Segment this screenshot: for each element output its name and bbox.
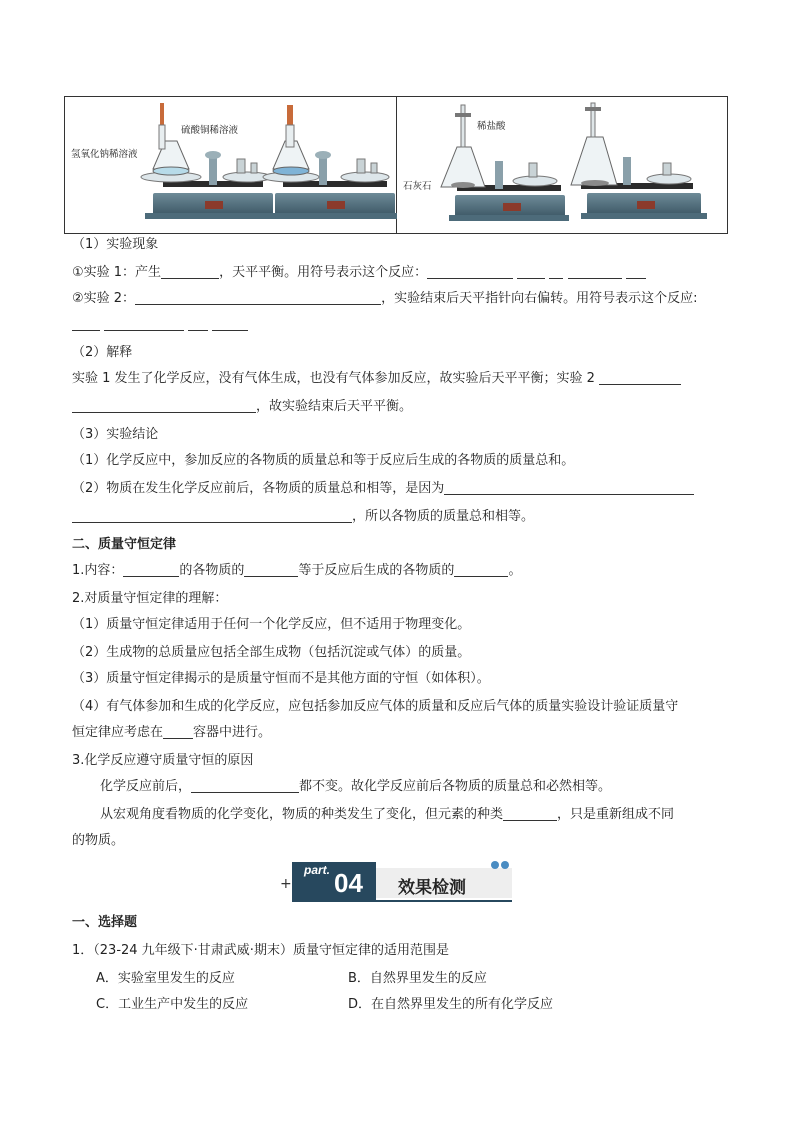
exp1-middle: ，天平平衡。用符号表示这个反应： — [219, 265, 428, 280]
conclusion-2-text: （2）物质在发生化学反应前后，各物质的质量总和相等，是因为 — [72, 481, 445, 496]
reason-2-pre: 从宏观角度看物质的化学变化，物质的种类发生了变化，但元素的种类 — [100, 807, 504, 822]
molecule-dots-icon — [490, 859, 512, 871]
experiment-2-equation — [72, 316, 724, 334]
exp2-blank-1[interactable] — [135, 290, 381, 305]
reason-line-3: 的物质。 — [72, 833, 125, 848]
reason-1-post: 都不变。故化学反应前后各物质的质量总和必然相等。 — [299, 779, 612, 794]
experiment-2-line — [72, 290, 724, 308]
part-number-box — [292, 862, 376, 900]
explanation-text-2: ，故实验结束后天平平衡。 — [256, 399, 413, 414]
experiment-illustration — [65, 97, 729, 235]
conclusion-2-line-2 — [72, 508, 724, 526]
part-label: part. — [304, 863, 331, 877]
part-04-banner — [280, 860, 520, 904]
exp1-prefix: ①实验 1：产生 — [72, 265, 162, 280]
understanding-4-post: 容器中进行。 — [193, 725, 272, 740]
exp2-middle: ，实验结束后天平指针向右偏转。用符号表示这个反应: — [381, 291, 698, 306]
option-a[interactable]: A．实验室里发生的反应 — [96, 971, 235, 986]
exp1-blank-3[interactable] — [517, 264, 545, 279]
conclusion-2-line-1 — [72, 480, 724, 498]
explanation-text-1: 实验 1 发生了化学反应，没有气体生成，也没有气体参加反应，故实验后天平平衡；实验 2 — [72, 371, 595, 386]
exp1-blank-1[interactable] — [161, 264, 219, 279]
understanding-4-line-1: （4）有气体参加和生成的化学反应，应包括参加反应气体的质量和反应后气体的质量实验设计验证质量守 — [72, 699, 679, 714]
part-underline — [292, 900, 512, 902]
reason-1-pre: 化学反应前后， — [100, 779, 192, 794]
law-content-b: 的各物质的 — [179, 563, 245, 578]
law-blank-3[interactable] — [454, 562, 508, 577]
phenomenon-heading: （1）实验现象 — [72, 237, 159, 252]
law-content-d: 。 — [508, 563, 522, 578]
exp2-eq-blank-1[interactable] — [72, 316, 100, 331]
balance-1a — [141, 103, 281, 219]
conclusion-2-blank-1[interactable] — [444, 480, 694, 495]
understanding-1: （1）质量守恒定律适用于任何一个化学反应，但不适用于物理变化。 — [72, 617, 471, 632]
experiment-figure — [64, 96, 728, 234]
reason-line-2 — [72, 806, 724, 824]
understanding-4-pre: 恒定律应考虑在 — [72, 725, 164, 740]
reason-blank-1[interactable] — [191, 778, 299, 793]
law-content-line — [72, 562, 724, 580]
explanation-line-2 — [72, 398, 724, 416]
question-1: 1．（23-24 九年级下·甘肃武威·期末）质量守恒定律的适用范围是 — [72, 943, 449, 958]
reason-heading: 3.化学反应遵守质量守恒的原因 — [72, 753, 254, 768]
quiz-heading: 一、选择题 — [72, 915, 138, 930]
balance-2b — [571, 103, 707, 219]
law-content-a: 1.内容： — [72, 563, 124, 578]
exp1-blank-6[interactable] — [626, 264, 646, 279]
reason-line-1 — [72, 778, 724, 796]
plus-mark: + — [280, 876, 292, 892]
explanation-heading: （2）解释 — [72, 345, 133, 360]
label-copper-sulfate: 硫酸铜稀溶液 — [181, 125, 239, 136]
law-blank-2[interactable] — [244, 562, 298, 577]
exp1-blank-4[interactable] — [549, 264, 563, 279]
label-sodium-hydroxide: 氢氧化钠稀溶液 — [71, 149, 138, 160]
understanding-2: （2）生成物的总质量应包括全部生成物（包括沉淀或气体）的质量。 — [72, 645, 471, 660]
experiment-1-line — [72, 264, 724, 282]
exp2-eq-blank-4[interactable] — [212, 316, 248, 331]
conclusion-2-blank-2[interactable] — [72, 508, 352, 523]
exp2-eq-blank-2[interactable] — [104, 316, 184, 331]
exp2-prefix: ②实验 2： — [72, 291, 136, 306]
part-number: 04 — [334, 868, 363, 898]
explanation-blank-2[interactable] — [72, 398, 256, 413]
exp2-eq-blank-3[interactable] — [188, 316, 208, 331]
conclusion-1: （1）化学反应中，参加反应的各物质的质量总和等于反应后生成的各物质的质量总和。 — [72, 453, 575, 468]
part-title: 效果检测 — [398, 878, 466, 898]
conclusion-2-post: ，所以各物质的质量总和相等。 — [352, 509, 535, 524]
law-blank-1[interactable] — [123, 562, 179, 577]
container-blank[interactable] — [163, 724, 193, 739]
explanation-blank-1[interactable] — [599, 370, 681, 385]
understanding-3: （3）质量守恒定律揭示的是质量守恒而不是其他方面的守恒（如体积）。 — [72, 671, 490, 686]
reason-blank-2[interactable] — [503, 806, 557, 821]
understanding-heading: 2.对质量守恒定律的理解： — [72, 591, 228, 606]
label-hydrochloric-acid: 稀盐酸 — [477, 121, 506, 132]
option-b[interactable]: B．自然界里发生的反应 — [348, 971, 487, 986]
understanding-4-line-2 — [72, 724, 724, 742]
exp1-blank-2[interactable] — [427, 264, 513, 279]
balance-1b — [263, 105, 397, 219]
option-d[interactable]: D．在自然界里发生的所有化学反应 — [348, 997, 554, 1012]
explanation-line-1 — [72, 370, 724, 388]
label-limestone: 石灰石 — [403, 181, 432, 192]
exp1-blank-5[interactable] — [568, 264, 622, 279]
option-c[interactable]: C．工业生产中发生的反应 — [96, 997, 249, 1012]
reason-2-post: ，只是重新组成不同 — [557, 807, 675, 822]
law-content-c: 等于反应后生成的各物质的 — [298, 563, 455, 578]
section-2-heading: 二、质量守恒定律 — [72, 537, 177, 552]
conclusion-heading: （3）实验结论 — [72, 427, 159, 442]
